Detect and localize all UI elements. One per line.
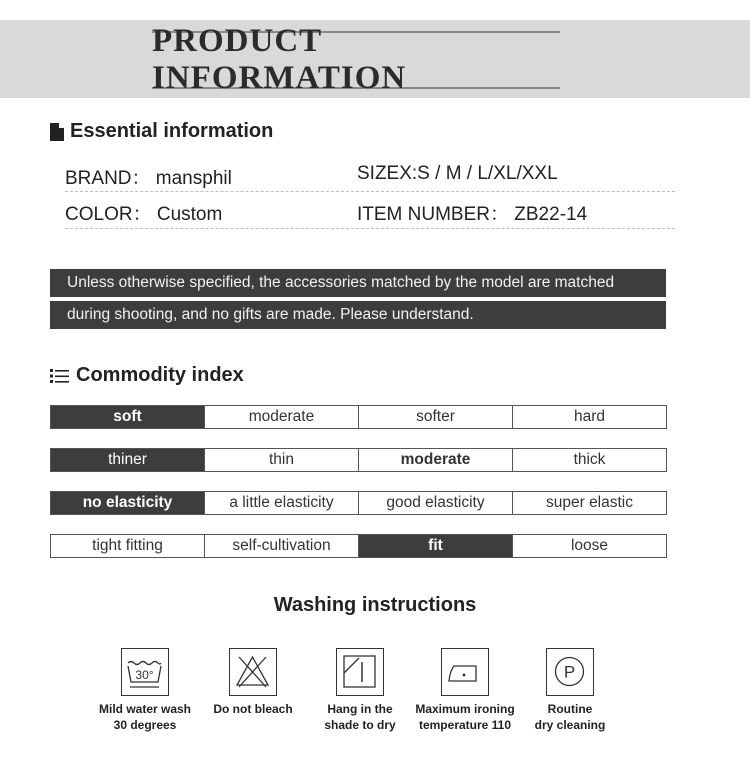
- notice-line-1: Unless otherwise specified, the accessories matched by the model are matched: [50, 269, 666, 297]
- washing-title: Washing instructions: [273, 594, 477, 616]
- wash-label-line: Mild water wash: [98, 702, 192, 716]
- wash-label-line: shade to dry: [324, 718, 396, 732]
- index-cell: tight fitting: [51, 535, 205, 557]
- wash-label-line: dry cleaning: [534, 718, 606, 732]
- wash-label-line: 30 degrees: [113, 718, 177, 732]
- svg-text:P: P: [563, 662, 576, 682]
- brand-value: BRAND： mansphil: [65, 168, 232, 189]
- notice-line-2: during shooting, and no gifts are made. Please understand.: [50, 301, 666, 329]
- divider: [65, 191, 675, 192]
- index-cell: a little elasticity: [205, 492, 359, 514]
- index-cell: super elastic: [545, 494, 633, 511]
- essential-section-title: [50, 120, 273, 143]
- wash-label-line: Routine: [547, 702, 593, 716]
- index-cell: thin: [205, 449, 359, 471]
- iron-icon: [441, 648, 489, 696]
- index-cell: softer: [359, 406, 513, 428]
- index-cell: soft: [51, 406, 205, 428]
- index-row-elasticity: [50, 491, 667, 515]
- commodity-section-title: [50, 364, 244, 387]
- essential-title-text: Essential information: [70, 120, 274, 142]
- no-bleach-icon: [229, 648, 277, 696]
- index-cell: fit: [359, 535, 513, 557]
- commodity-title-text: Commodity index: [76, 364, 244, 386]
- shade-dry-icon: [336, 648, 384, 696]
- document-icon: [50, 123, 64, 141]
- index-row-softness: [50, 405, 667, 429]
- wash-label-line: Hang in the: [327, 702, 393, 716]
- wash-label-line: Do not bleach: [213, 702, 293, 716]
- index-cell: no elasticity: [51, 492, 205, 514]
- wash-item-no-bleach: [198, 648, 308, 717]
- wash-item-shade-dry: [305, 648, 415, 733]
- index-row-fit: [50, 534, 667, 558]
- index-cell: thiner: [51, 449, 205, 471]
- wash-item-mild-wash: [90, 648, 200, 733]
- svg-text:30°: 30°: [135, 668, 154, 682]
- wash-item-ironing: [410, 648, 520, 733]
- page-title: PRODUCT INFORMATION: [152, 31, 560, 89]
- index-cell: moderate: [205, 406, 359, 428]
- wash-30-icon: [121, 648, 169, 696]
- wash-item-dry-clean: [515, 648, 625, 733]
- dry-clean-icon: [546, 648, 594, 696]
- wash-label-line: temperature 110: [418, 718, 512, 732]
- divider: [65, 228, 675, 229]
- index-cell: loose: [570, 537, 609, 554]
- index-cell: self-cultivation: [205, 535, 359, 557]
- index-cell: moderate: [359, 449, 513, 471]
- index-row-thickness: [50, 448, 667, 472]
- wash-label-line: Maximum ironing: [415, 702, 515, 716]
- sizes-value: SIZEX:S / M / L/XL/XXL: [357, 163, 558, 184]
- list-icon: [50, 368, 70, 384]
- index-cell: hard: [573, 408, 606, 425]
- index-cell: thick: [573, 451, 606, 468]
- item-number-value: ITEM NUMBER： ZB22-14: [357, 204, 588, 225]
- color-value: COLOR： Custom: [65, 204, 223, 225]
- index-cell: good elasticity: [359, 492, 513, 514]
